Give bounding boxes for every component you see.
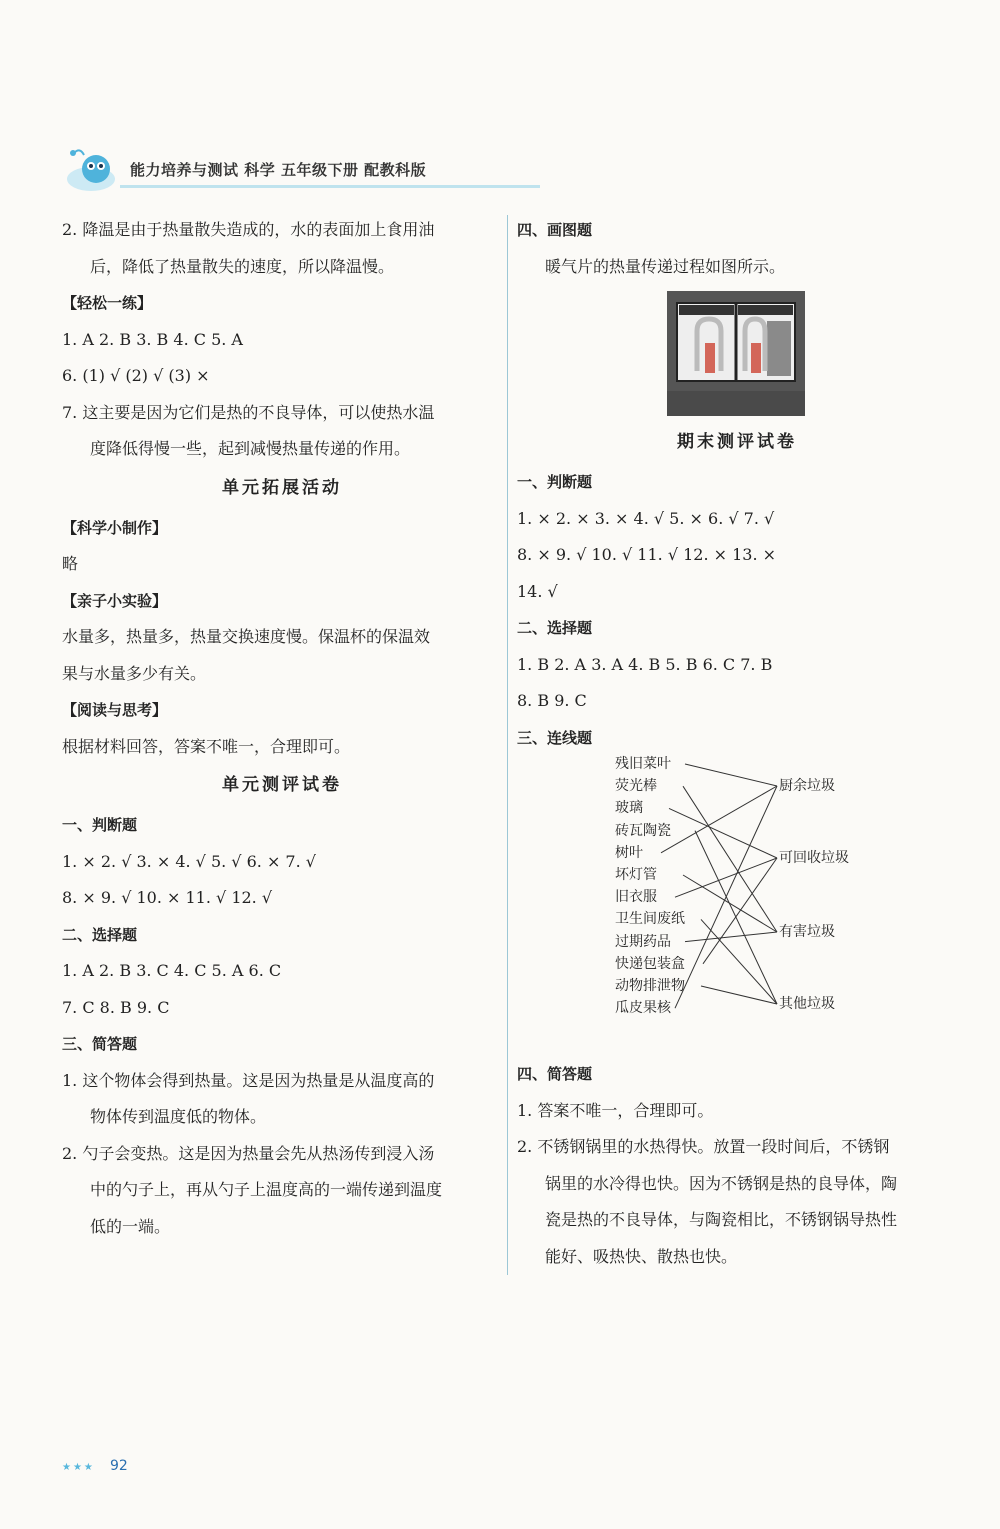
text-line: 1. A 2. B 3. B 4. C 5. A — [62, 329, 243, 349]
match-link — [675, 858, 777, 897]
match-link — [683, 786, 777, 932]
match-left-item: 玻璃 — [615, 800, 643, 817]
text-line: 暖气片的热量传递过程如图所示。 — [545, 256, 786, 276]
match-link — [701, 986, 777, 1004]
left-column — [62, 212, 502, 1245]
text-line: 1. B 2. A 3. A 4. B 5. B 6. C 7. B — [517, 654, 773, 674]
section-heading: 一、判断题 — [517, 473, 593, 491]
text-line: 果与水量多少有关。 — [62, 663, 207, 683]
match-left-item: 卫生间废纸 — [615, 911, 685, 928]
text-line: 后，降低了热量散失的速度，所以降温慢。 — [90, 256, 395, 276]
text-line: 6. (1) √ (2) √ (3) × — [62, 366, 210, 385]
text-line: 略 — [62, 554, 79, 573]
match-left-item: 快递包装盒 — [615, 955, 685, 972]
text-line: 2. 勺子会变热。这是因为热量会先从热汤传到浸入汤 — [62, 1143, 435, 1163]
match-left-item: 残旧菜叶 — [615, 756, 671, 772]
text-line: 7. C 8. B 9. C — [62, 997, 170, 1017]
text-line: 8. × 9. √ 10. √ 11. √ 12. × 13. × — [517, 545, 777, 564]
section-heading: 【轻松一练】 — [62, 294, 153, 312]
section-heading: 二、选择题 — [62, 925, 138, 944]
text-line: 瓷是热的不良导体，与陶瓷相比，不锈钢锅导热性 — [545, 1210, 898, 1229]
match-right-item: 可回收垃圾 — [779, 850, 849, 866]
text-line: 2. 不锈钢锅里的水热得快。放置一段时间后，不锈钢 — [517, 1137, 890, 1156]
radiator-figure — [667, 291, 805, 416]
match-left-item: 荧光棒 — [615, 778, 657, 795]
section-heading: 四、简答题 — [517, 1065, 593, 1083]
match-link — [675, 786, 777, 1008]
text-line: 水量多，热量多，热量交换速度慢。保温杯的保温效 — [62, 627, 431, 646]
section-heading: 二、选择题 — [517, 619, 593, 637]
text-line: 1. 答案不唯一，合理即可。 — [517, 1100, 714, 1120]
match-left-item: 坏灯管 — [615, 867, 657, 883]
column-divider — [507, 215, 508, 1275]
section-heading: 三、简答题 — [62, 1035, 138, 1053]
text-line: 8. × 9. √ 10. × 11. √ 12. √ — [62, 888, 273, 907]
match-left-item: 砖瓦陶瓷 — [615, 822, 671, 839]
match-right-item: 有害垃圾 — [779, 924, 835, 940]
text-line: 1. 这个物体会得到热量。这是因为热量是从温度高的 — [62, 1070, 435, 1090]
match-left-item: 过期药品 — [615, 933, 671, 950]
section-title: 单元测评试卷 — [222, 775, 342, 795]
text-line: 2. 降温是由于热量散失造成的，水的表面加上食用油 — [62, 220, 435, 239]
text-line: 8. B 9. C — [517, 691, 587, 710]
match-link — [683, 875, 777, 932]
text-line: 中的勺子上，再从勺子上温度高的一端传递到温度 — [90, 1180, 443, 1199]
page-number: 92 — [110, 1458, 128, 1474]
radiator-diagram — [667, 291, 805, 416]
match-link — [701, 919, 777, 1004]
right-column — [517, 212, 957, 1275]
matching-exercise — [517, 756, 957, 1056]
text-line: 能好、吸热快、散热也快。 — [545, 1246, 738, 1266]
match-left-item: 树叶 — [615, 844, 643, 861]
section-heading: 【阅读与思考】 — [62, 701, 168, 719]
text-line: 1. × 2. × 3. × 4. √ 5. × 6. √ 7. √ — [517, 508, 775, 528]
match-left-item: 动物排泄物 — [615, 978, 685, 994]
header-rule — [120, 185, 540, 188]
text-line: 7. 这主要是因为它们是热的不良导体，可以使热水温 — [62, 402, 435, 422]
text-line: 度降低得慢一些，起到减慢热量传递的作用。 — [90, 439, 411, 458]
match-left-item: 旧衣服 — [615, 889, 657, 906]
match-link — [685, 764, 777, 786]
match-left-item: 瓜皮果核 — [615, 1000, 671, 1017]
mascot-icon — [60, 145, 122, 195]
section-heading: 【科学小制作】 — [62, 518, 168, 537]
text-line: 根据材料回答，答案不唯一，合理即可。 — [62, 736, 351, 756]
text-line: 锅里的水冷得也快。因为不锈钢是热的良导体，陶 — [545, 1173, 898, 1193]
match-right-item: 其他垃圾 — [779, 996, 835, 1012]
section-heading: 一、判断题 — [62, 816, 138, 834]
page-header — [60, 145, 490, 195]
match-link — [685, 932, 777, 942]
decorative-stars: ★★★ — [62, 1462, 95, 1473]
text-line: 14. √ — [517, 581, 558, 601]
text-line: 低的一端。 — [90, 1216, 171, 1236]
section-heading: 四、画图题 — [517, 221, 593, 239]
text-line: 1. A 2. B 3. C 4. C 5. A 6. C — [62, 961, 282, 980]
section-title: 单元拓展活动 — [222, 477, 342, 498]
matching-lines — [517, 756, 957, 1056]
section-title: 期末测评试卷 — [677, 432, 797, 452]
section-heading: 三、连线题 — [517, 728, 593, 747]
text-line: 1. × 2. √ 3. × 4. √ 5. √ 6. × 7. √ — [62, 851, 316, 871]
header-title: 能力培养与测试 科学 五年级下册 配教科版 — [130, 161, 427, 179]
section-heading: 【亲子小实验】 — [62, 591, 168, 610]
match-link — [669, 808, 777, 858]
text-line: 物体传到温度低的物体。 — [90, 1107, 267, 1126]
match-right-item: 厨余垃圾 — [779, 778, 835, 794]
